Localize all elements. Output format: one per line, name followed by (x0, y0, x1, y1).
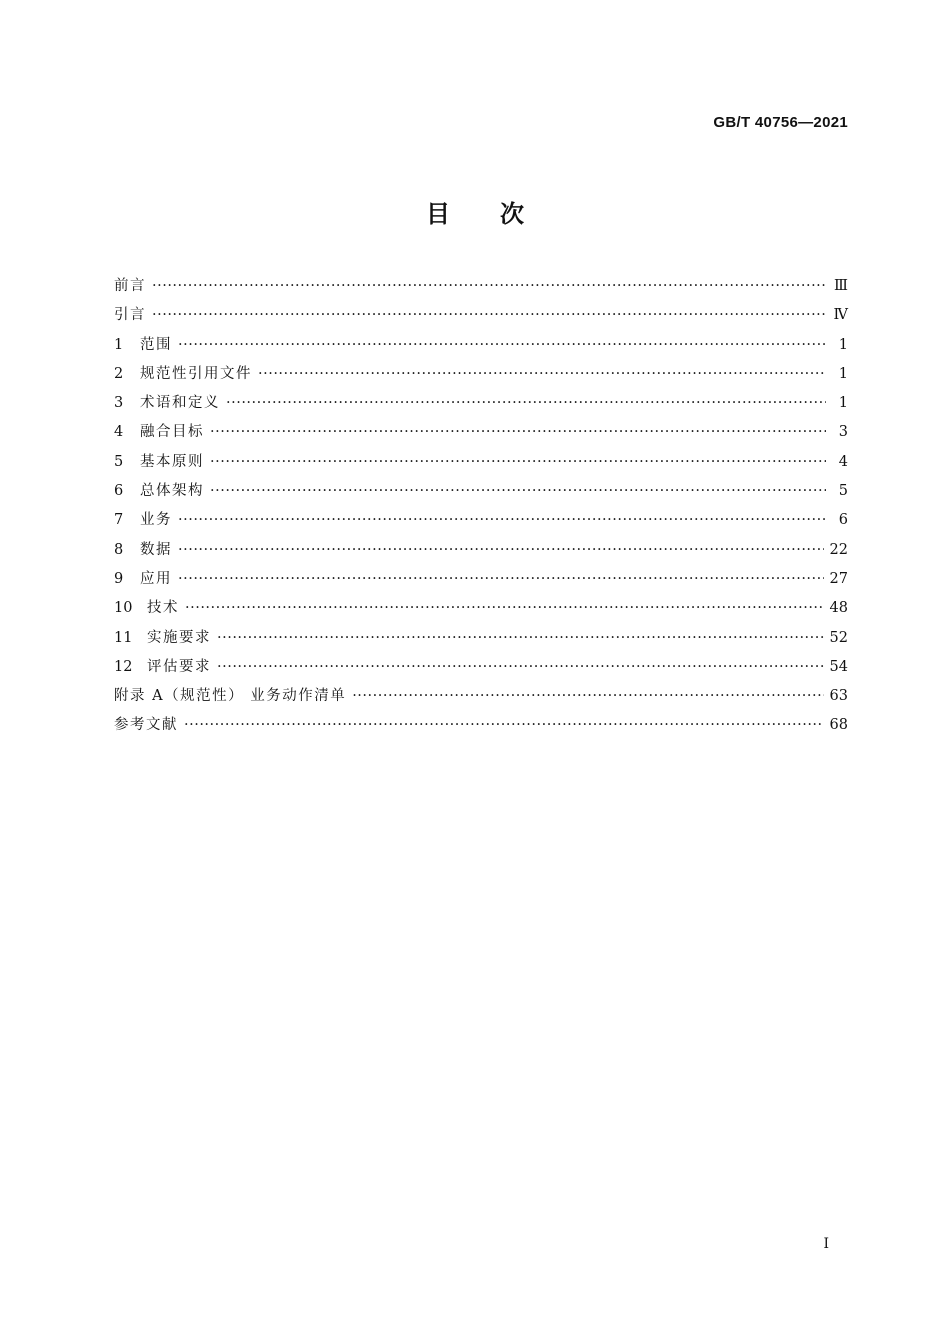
table-of-contents (114, 272, 848, 741)
toc-leader-dots (185, 594, 824, 623)
toc-entry-label: 术语和定义 (140, 395, 220, 412)
toc-entry-label: 规范性引用文件 (140, 365, 252, 382)
toc-entry-number: 3 (114, 395, 124, 412)
toc-leader-dots (210, 418, 826, 447)
standard-number: GB/T 40756—2021 (713, 114, 848, 131)
toc-leader-dots (217, 624, 824, 653)
toc-entry-label: 附录 A（规范性） 业务动作清单 (114, 688, 347, 705)
toc-entry-page: 6 (838, 512, 848, 529)
page-folio: I (823, 1236, 829, 1252)
toc-entry-label: 实施要求 (147, 629, 211, 646)
toc-entry-number: 10 (114, 600, 133, 617)
toc-entry-page: 54 (829, 658, 848, 675)
toc-entry-label: 融合目标 (140, 424, 204, 441)
toc-entry-4[interactable] (114, 418, 848, 447)
toc-entry-label: 前言 (114, 278, 146, 294)
toc-entry-page: 68 (829, 717, 848, 734)
toc-entry-label: 应用 (140, 570, 172, 587)
toc-leader-dots (258, 360, 826, 389)
toc-entry-label: 基本原则 (140, 453, 204, 470)
toc-leader-dots (210, 448, 826, 477)
toc-entry-7[interactable] (114, 506, 848, 535)
page-title-part-1: 目 (426, 200, 450, 228)
toc-entry-page: 48 (829, 600, 848, 617)
toc-entry-page: 22 (829, 541, 848, 558)
toc-entry-label: 总体架构 (140, 483, 204, 500)
toc-entry-number: 6 (114, 483, 124, 500)
toc-entry-page: 4 (838, 453, 848, 470)
toc-entry-label: 业务 (140, 512, 172, 529)
toc-leader-dots (210, 477, 826, 506)
toc-entry-number: 4 (114, 424, 124, 441)
toc-entry-3[interactable] (114, 389, 848, 418)
toc-entry-5[interactable] (114, 448, 848, 477)
toc-entry-page: 3 (838, 424, 848, 441)
toc-entry-1[interactable] (114, 331, 848, 360)
toc-entry-label: 评估要求 (147, 658, 211, 675)
toc-leader-dots (226, 389, 826, 418)
toc-entry-number: 8 (114, 541, 124, 558)
toc-entry-annex-a[interactable] (114, 682, 848, 711)
toc-entry-label: 参考文献 (114, 717, 178, 734)
toc-entry-page: 52 (829, 629, 848, 646)
toc-entry-number: 7 (114, 512, 124, 529)
toc-entry-number: 9 (114, 570, 124, 587)
toc-entry-2[interactable] (114, 360, 848, 389)
toc-entry-foreword[interactable] (114, 272, 848, 301)
toc-entry-label: 数据 (140, 541, 172, 558)
toc-entry-9[interactable] (114, 565, 848, 594)
toc-entry-11[interactable] (114, 624, 848, 653)
toc-leader-dots (178, 565, 824, 594)
page-title-part-2: 次 (500, 200, 524, 228)
toc-entry-number: 1 (114, 336, 124, 353)
toc-entry-bibliography[interactable] (114, 711, 848, 740)
toc-leader-dots (178, 331, 826, 360)
toc-entry-page: Ⅳ (833, 307, 848, 324)
toc-entry-number: 2 (114, 365, 124, 382)
toc-entry-page: 63 (829, 688, 848, 705)
toc-entry-page: 1 (838, 365, 848, 382)
toc-leader-dots (152, 301, 826, 330)
toc-leader-dots (217, 653, 824, 682)
toc-leader-dots (178, 536, 824, 565)
toc-entry-page: 27 (829, 570, 848, 587)
toc-entry-10[interactable] (114, 594, 848, 623)
toc-entry-number: 5 (114, 453, 124, 470)
toc-entry-8[interactable] (114, 536, 848, 565)
toc-leader-dots (152, 272, 826, 301)
toc-entry-page: Ⅲ (834, 278, 848, 294)
page-title (0, 194, 950, 229)
toc-entry-introduction[interactable] (114, 301, 848, 330)
toc-entry-page: 1 (838, 336, 848, 353)
toc-entry-page: 1 (838, 395, 848, 412)
toc-entry-number: 11 (114, 629, 133, 646)
toc-entry-page: 5 (838, 483, 848, 500)
toc-entry-label: 引言 (114, 307, 146, 324)
toc-entry-label: 范围 (140, 336, 172, 353)
toc-leader-dots (178, 506, 826, 535)
toc-leader-dots (184, 711, 824, 740)
toc-entry-6[interactable] (114, 477, 848, 506)
toc-leader-dots (352, 682, 823, 711)
toc-entry-label: 技术 (147, 600, 179, 617)
toc-entry-number: 12 (114, 658, 133, 675)
toc-entry-12[interactable] (114, 653, 848, 682)
